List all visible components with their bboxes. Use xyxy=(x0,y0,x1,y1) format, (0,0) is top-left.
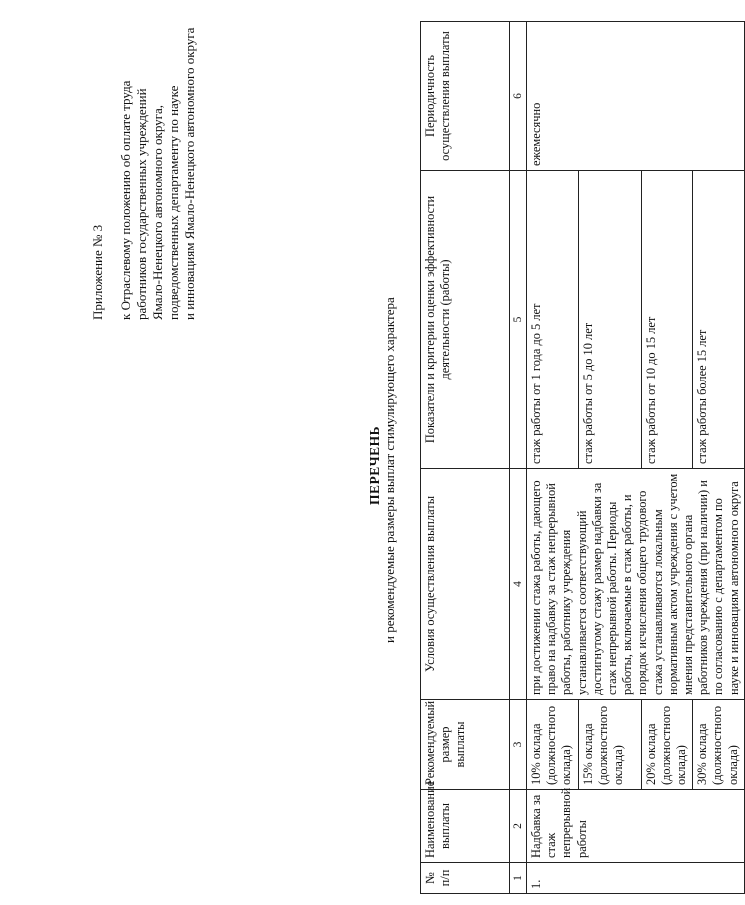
table-header-row xyxy=(421,22,510,894)
header-conditions: Условия осуществления выплаты xyxy=(421,469,510,700)
payment-name: Надбавка за стаж непрерывной работы xyxy=(527,790,745,863)
criteria-3: стаж работы от 10 до 15 лет xyxy=(641,171,693,469)
column-number-2: 2 xyxy=(510,790,527,863)
appendix-number: Приложение № 3 xyxy=(90,224,105,320)
payments-table xyxy=(420,21,745,894)
appendix-line-2: работников государственных учреждений xyxy=(134,88,149,320)
document-title: ПЕРЕЧЕНЬ xyxy=(367,425,382,505)
header-period: Периодичность осуществления выплаты xyxy=(421,22,510,171)
column-number-row xyxy=(510,22,527,894)
payment-size-3: 20% оклада (должностного оклада) xyxy=(641,700,693,790)
column-number-6: 6 xyxy=(510,22,527,171)
appendix-line-3: Ямало-Ненецкого автономного округа, xyxy=(150,104,165,320)
column-number-3: 3 xyxy=(510,700,527,790)
criteria-2: стаж работы от 5 до 10 лет xyxy=(578,171,641,469)
column-number-4: 4 xyxy=(510,469,527,700)
appendix-line-4: подведомственных департаменту по науке xyxy=(166,85,181,320)
payment-conditions: при достижении стажа работы, дающего право на надбавку за стаж непрерывной работы, работнику учреждения устанавливается соответствующий достигнутому стажу размер надбавки за стаж непрерывной работы. Периоды работы, включаемые в стаж работы, и порядок исчисления общего трудового стажа устанавливаются локальным нормативным актом учреждения с учетом мнения представительного органа работников учреждения (при наличии) и по согласованию с департаментом по науке и инновациям автономного округа xyxy=(527,469,745,700)
appendix-line-1: к Отраслевому положению об оплате труда xyxy=(118,80,133,320)
payment-period: ежемесячно xyxy=(527,22,745,171)
document-subtitle: и рекомендуемые размеры выплат стимулирующего характера xyxy=(382,297,397,643)
payment-size-1: 10% оклада (должностного оклада) xyxy=(527,700,579,790)
table-row xyxy=(527,22,579,894)
payment-size-4: 30% оклада (должностного оклада) xyxy=(693,700,745,790)
row-number: 1. xyxy=(527,863,745,894)
header-num: № п/п xyxy=(421,863,510,894)
appendix-line-5: и инновациям Ямало-Ненецкого автономного округа xyxy=(182,27,197,320)
column-number-1: 1 xyxy=(510,863,527,894)
column-number-5: 5 xyxy=(510,171,527,469)
payment-size-2: 15% оклада (должностного оклада) xyxy=(578,700,641,790)
header-criteria: Показатели и критерии оценки эффективности деятельности (работы) xyxy=(421,171,510,469)
header-size: Рекомендуемый размер выплаты xyxy=(421,700,510,790)
criteria-1: стаж работы от 1 года до 5 лет xyxy=(527,171,579,469)
header-name: Наименование выплаты xyxy=(421,790,510,863)
criteria-4: стаж работы более 15 лет xyxy=(693,171,745,469)
